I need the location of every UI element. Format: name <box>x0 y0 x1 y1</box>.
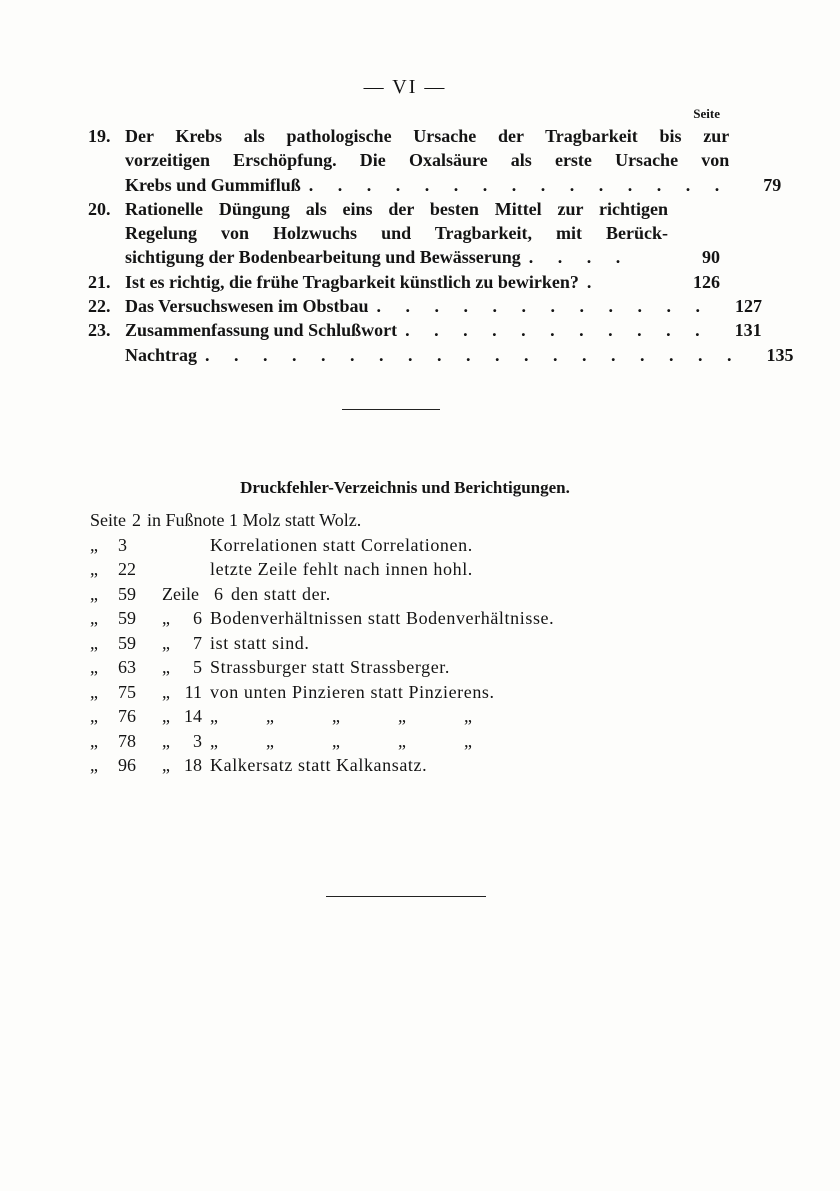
toc-leader-dots: . . . . <box>528 247 631 268</box>
toc-title-line: Nachtrag <box>125 344 197 365</box>
errata-text: letzte Zeile fehlt nach innen hohl. <box>210 559 473 579</box>
toc-title-line: Krebs und Gummifluß <box>125 174 301 195</box>
toc-title-line: Zusammenfassung und Schlußwort <box>125 320 398 341</box>
toc-number: 19. <box>88 126 111 146</box>
errata-ditto-mark: „ <box>162 657 170 677</box>
errata-line <box>182 557 202 582</box>
errata-page: 76 <box>118 706 136 726</box>
toc-entry <box>88 197 720 270</box>
errata-line: 5 <box>193 657 202 677</box>
errata-ditto-mark: „ <box>162 608 170 628</box>
errata-row <box>90 680 730 705</box>
errata-ditto-mark: „ <box>162 730 170 751</box>
errata-line: 14 <box>184 706 202 726</box>
toc-page-number: 79 <box>763 174 782 195</box>
toc-page-number: 126 <box>693 271 720 292</box>
toc-number <box>88 343 125 367</box>
toc-entry <box>88 318 762 342</box>
toc-entry <box>88 124 782 197</box>
errata-ditto-mark: „ <box>90 534 98 555</box>
errata-text: in Fußnote 1 Molz statt Wolz. <box>147 510 362 530</box>
errata-ditto-mark: „ <box>398 706 406 726</box>
errata-ditto-mark: „ <box>162 632 170 653</box>
errata-ditto-mark: „ <box>210 706 218 726</box>
toc-page-number: 90 <box>702 247 720 268</box>
toc-title-line: Rationelle Düngung als eins der besten Mittel zur richtigen <box>125 198 668 219</box>
errata-text: Bodenverhältnissen statt Bodenverhältnisse. <box>210 608 555 628</box>
toc-page-number: 131 <box>734 320 762 341</box>
errata-ditto-mark: „ <box>90 730 98 751</box>
errata-page: 2 <box>132 510 141 530</box>
errata-ditto-mark: „ <box>332 706 340 726</box>
toc-leader-dots: . . . . . . . . . . . . . . . . . . . <box>204 344 742 365</box>
errata-row <box>90 582 730 607</box>
errata-page: 75 <box>118 681 136 702</box>
errata-heading: Druckfehler-Verzeichnis und Berichtigungen. <box>240 478 570 497</box>
errata-line: 18 <box>184 755 202 775</box>
toc-title-line: Regelung von Holzwuchs und Tragbarkeit, mit Berück- <box>125 223 668 244</box>
errata-ditto-mark <box>162 557 182 582</box>
errata-ditto-mark: „ <box>90 657 98 677</box>
errata-row <box>90 704 730 729</box>
errata-ditto-mark: „ <box>464 706 472 726</box>
errata-ditto-mark: „ <box>90 608 98 628</box>
toc-title-line: vorzeitigen Erschöpfung. Die Oxalsäure als erste Ursache von <box>125 150 730 171</box>
errata-row <box>90 631 730 656</box>
errata-ditto-mark: „ <box>210 730 218 751</box>
errata-page: 3 <box>118 534 127 555</box>
errata-line <box>182 533 202 558</box>
toc-leader-dots: . . . . . . . . . . . . . . . <box>308 174 730 195</box>
errata-line: 6 <box>213 583 223 604</box>
toc-number: 21. <box>88 271 111 292</box>
errata-text: Kalkersatz statt Kalkansatz. <box>210 755 428 775</box>
toc-number: 20. <box>88 198 111 219</box>
errata-page: 63 <box>118 657 136 677</box>
errata-row <box>90 753 730 778</box>
errata-ditto-mark: „ <box>90 632 98 653</box>
errata-text: Korrelationen statt Correlationen. <box>210 534 473 555</box>
errata-line: 3 <box>193 730 202 751</box>
errata-text: ist statt sind. <box>210 632 310 653</box>
toc-title-line: Das Versuchswesen im Obstbau <box>125 296 369 317</box>
toc-entry <box>88 343 794 367</box>
toc-page-number: 135 <box>766 344 794 365</box>
errata-ditto-mark: „ <box>162 681 170 702</box>
errata-ditto-mark: „ <box>90 681 98 702</box>
toc-number: 23. <box>88 320 111 341</box>
seite-column-label: Seite <box>693 106 720 121</box>
errata-zeile-label: Zeile <box>162 583 199 604</box>
errata-line: 7 <box>193 632 202 653</box>
toc-title-line: Ist es richtig, die frühe Tragbarkeit künstlich zu bewirken? <box>125 271 579 292</box>
section-divider <box>342 409 440 410</box>
errata-ditto-mark: „ <box>332 730 340 751</box>
errata-row <box>90 557 730 582</box>
errata-ditto-mark: „ <box>398 730 406 751</box>
errata-page: 59 <box>118 632 136 653</box>
errata-page: 96 <box>118 755 136 775</box>
errata-ditto-mark: „ <box>90 583 98 604</box>
errata-page: 22 <box>118 559 136 579</box>
errata-ditto-mark: „ <box>464 730 472 751</box>
toc-title-line: sichtigung der Bodenbearbeitung und Bewässerung <box>125 247 521 268</box>
toc-leader-dots: . . . . . . . . . . . . <box>376 296 711 317</box>
errata-text: von unten Pinzieren statt Pinzierens. <box>210 681 495 702</box>
toc-leader-dots: . <box>586 271 602 292</box>
errata-row <box>90 655 730 680</box>
errata-ditto-mark: „ <box>162 706 170 726</box>
errata-seite-label: Seite <box>90 510 126 530</box>
errata-list <box>90 508 730 778</box>
errata-row <box>90 508 730 533</box>
errata-line: 6 <box>193 608 202 628</box>
errata-line: 11 <box>184 681 202 702</box>
toc-entry <box>88 294 763 318</box>
toc-number: 22. <box>88 296 111 317</box>
errata-ditto-mark: „ <box>162 755 170 775</box>
errata-text: Strassburger statt Strassberger. <box>210 657 451 677</box>
table-of-contents <box>88 124 794 367</box>
closing-divider <box>326 896 486 897</box>
errata-row <box>90 606 730 631</box>
toc-title-line: Der Krebs als pathologische Ursache der Tragbarkeit bis zur <box>125 126 730 146</box>
errata-ditto-mark: „ <box>90 706 98 726</box>
toc-entry <box>88 270 720 294</box>
errata-row <box>90 729 730 754</box>
errata-ditto-mark: „ <box>90 559 98 579</box>
toc-leader-dots: . . . . . . . . . . . <box>405 320 710 341</box>
errata-ditto-mark: „ <box>266 730 274 751</box>
errata-page: 59 <box>118 583 136 604</box>
errata-page: 78 <box>118 730 136 751</box>
errata-ditto-mark <box>162 533 182 558</box>
errata-ditto-mark: „ <box>266 706 274 726</box>
errata-page: 59 <box>118 608 136 628</box>
errata-text: den statt der. <box>230 583 331 604</box>
errata-ditto-mark: „ <box>90 755 98 775</box>
page-number: — VI — <box>363 76 447 98</box>
errata-row <box>90 533 730 558</box>
toc-page-number: 127 <box>735 296 763 317</box>
